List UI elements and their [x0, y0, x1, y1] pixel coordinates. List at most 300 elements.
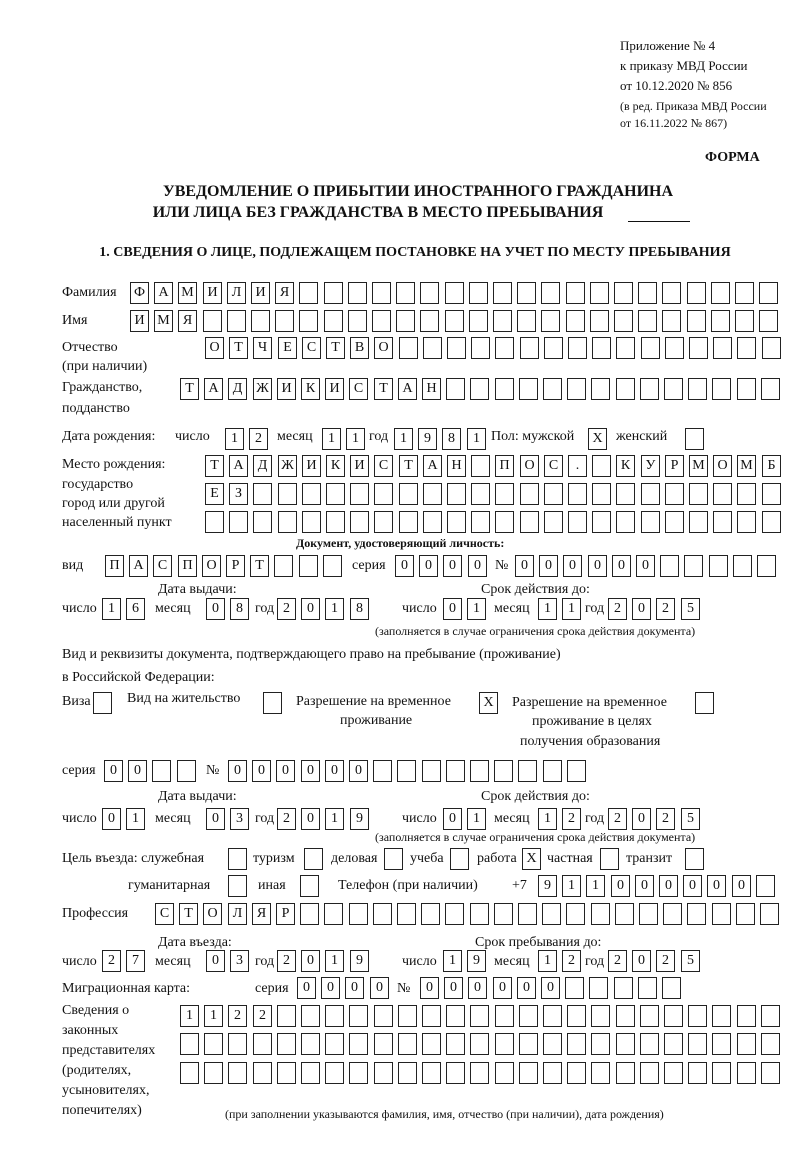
- reps-field-cell[interactable]: [277, 1005, 296, 1027]
- patronymic-field-cell[interactable]: [568, 337, 587, 359]
- profession-field-cell[interactable]: [687, 903, 706, 925]
- purpose-humanitarian-checkbox-cell[interactable]: [228, 875, 247, 897]
- reps-field-cell[interactable]: [398, 1005, 417, 1027]
- birthplace-field-cell[interactable]: [689, 483, 708, 505]
- birthplace-field-cell[interactable]: [374, 511, 393, 533]
- migration-number-field-cell[interactable]: [662, 977, 681, 999]
- reps-field-cell[interactable]: [640, 1062, 659, 1084]
- name-field-cell[interactable]: [372, 310, 391, 332]
- surname-field-cell[interactable]: А: [154, 282, 173, 304]
- surname-field-cell[interactable]: [541, 282, 560, 304]
- purpose-study-checkbox-cell[interactable]: [450, 848, 469, 870]
- purpose-other-checkbox-cell[interactable]: [300, 875, 319, 897]
- patronymic-field-cell[interactable]: [447, 337, 466, 359]
- doc-valid-day-field-cell[interactable]: 1: [467, 598, 486, 620]
- migration-number-field-cell[interactable]: [589, 977, 608, 999]
- reps-field-cell[interactable]: [301, 1033, 320, 1055]
- reps-field-cell[interactable]: [616, 1033, 635, 1055]
- citizenship-field-cell[interactable]: [470, 378, 489, 400]
- sex-female-checkbox-cell[interactable]: [685, 428, 704, 450]
- birthplace-field-cell[interactable]: [447, 511, 466, 533]
- stay-day-field-cell[interactable]: 1: [443, 950, 462, 972]
- profession-field-cell[interactable]: [615, 903, 634, 925]
- profession-field-cell[interactable]: [494, 903, 513, 925]
- reps-field-cell[interactable]: [446, 1062, 465, 1084]
- migration-number-field-cell[interactable]: 0: [541, 977, 560, 999]
- permit-number-field-cell[interactable]: [470, 760, 489, 782]
- reps-field-cell[interactable]: [688, 1033, 707, 1055]
- reps-field-cell[interactable]: [519, 1062, 538, 1084]
- reps-field-cell[interactable]: [470, 1033, 489, 1055]
- phone-field-cell[interactable]: [756, 875, 775, 897]
- reps-field-cell[interactable]: [664, 1062, 683, 1084]
- profession-field-cell[interactable]: [445, 903, 464, 925]
- profession-field-cell[interactable]: Я: [252, 903, 271, 925]
- migration-series-field-cell[interactable]: 0: [321, 977, 340, 999]
- birthplace-field-cell[interactable]: [423, 511, 442, 533]
- migration-number-field-cell[interactable]: [614, 977, 633, 999]
- reps-field-cell[interactable]: [761, 1005, 780, 1027]
- phone-field-cell[interactable]: 1: [586, 875, 605, 897]
- entry-year-field-cell[interactable]: 2: [277, 950, 296, 972]
- surname-field-cell[interactable]: [590, 282, 609, 304]
- doc-number-field-cell[interactable]: 0: [515, 555, 534, 577]
- birthplace-field-cell[interactable]: [544, 483, 563, 505]
- reps-field-cell[interactable]: [567, 1005, 586, 1027]
- permit-issue-day-field-cell[interactable]: 0: [102, 808, 121, 830]
- birthplace-field-cell[interactable]: [471, 511, 490, 533]
- reps-field-cell[interactable]: [398, 1062, 417, 1084]
- birthplace-field-cell[interactable]: [641, 483, 660, 505]
- citizenship-field-cell[interactable]: И: [277, 378, 296, 400]
- doc-issue-day-field-cell[interactable]: 6: [126, 598, 145, 620]
- doc-valid-year-field-cell[interactable]: 2: [656, 598, 675, 620]
- birthplace-field-cell[interactable]: Б: [762, 455, 781, 477]
- profession-field-cell[interactable]: [663, 903, 682, 925]
- surname-field-cell[interactable]: [299, 282, 318, 304]
- doc-type-field-cell[interactable]: А: [129, 555, 148, 577]
- birthplace-field-cell[interactable]: [326, 483, 345, 505]
- reps-field-cell[interactable]: [325, 1005, 344, 1027]
- migration-number-field-cell[interactable]: 0: [420, 977, 439, 999]
- trp-checkbox-cell[interactable]: X: [479, 692, 498, 714]
- birthplace-field-cell[interactable]: [350, 511, 369, 533]
- stay-year-field-cell[interactable]: 0: [632, 950, 651, 972]
- doc-valid-year-field-cell[interactable]: 2: [608, 598, 627, 620]
- permit-issue-day-field-cell[interactable]: 1: [126, 808, 145, 830]
- citizenship-field-cell[interactable]: Т: [180, 378, 199, 400]
- name-field-cell[interactable]: [711, 310, 730, 332]
- migration-number-field-cell[interactable]: 0: [493, 977, 512, 999]
- doc-issue-month-field-cell[interactable]: 0: [206, 598, 225, 620]
- patronymic-field-cell[interactable]: [737, 337, 756, 359]
- surname-field-cell[interactable]: [493, 282, 512, 304]
- birthplace-field-cell[interactable]: [737, 483, 756, 505]
- citizenship-field-cell[interactable]: Т: [374, 378, 393, 400]
- birthplace-field-cell[interactable]: [665, 483, 684, 505]
- residence-checkbox-cell[interactable]: [263, 692, 282, 714]
- name-field-cell[interactable]: [469, 310, 488, 332]
- reps-field-cell[interactable]: [567, 1062, 586, 1084]
- permit-number-field-cell[interactable]: [446, 760, 465, 782]
- reps-field-cell[interactable]: 1: [180, 1005, 199, 1027]
- birthplace-field-cell[interactable]: [568, 483, 587, 505]
- reps-field-cell[interactable]: [422, 1005, 441, 1027]
- birthplace-field-cell[interactable]: Р: [665, 455, 684, 477]
- doc-type-field-cell[interactable]: Т: [250, 555, 269, 577]
- surname-field-cell[interactable]: [517, 282, 536, 304]
- reps-field-cell[interactable]: [519, 1033, 538, 1055]
- permit-valid-year-field-cell[interactable]: 0: [632, 808, 651, 830]
- purpose-business-checkbox-cell[interactable]: [384, 848, 403, 870]
- birthplace-field-cell[interactable]: [520, 483, 539, 505]
- phone-field-cell[interactable]: 1: [562, 875, 581, 897]
- birthplace-field-cell[interactable]: [713, 511, 732, 533]
- permit-number-field-cell[interactable]: 0: [301, 760, 320, 782]
- profession-field-cell[interactable]: [324, 903, 343, 925]
- birthplace-field-cell[interactable]: [229, 511, 248, 533]
- birthplace-field-cell[interactable]: З: [229, 483, 248, 505]
- reps-field-cell[interactable]: [349, 1062, 368, 1084]
- reps-field-cell[interactable]: [470, 1005, 489, 1027]
- entry-year-field-cell[interactable]: 0: [301, 950, 320, 972]
- surname-field-cell[interactable]: [711, 282, 730, 304]
- name-field-cell[interactable]: [396, 310, 415, 332]
- permit-valid-day-field-cell[interactable]: 0: [443, 808, 462, 830]
- name-field-cell[interactable]: [227, 310, 246, 332]
- name-field-cell[interactable]: [324, 310, 343, 332]
- doc-number-field-cell[interactable]: 0: [612, 555, 631, 577]
- migration-number-field-cell[interactable]: 0: [468, 977, 487, 999]
- reps-field-cell[interactable]: [277, 1033, 296, 1055]
- doc-number-field-cell[interactable]: [757, 555, 776, 577]
- reps-field-cell[interactable]: [301, 1062, 320, 1084]
- surname-field-cell[interactable]: [396, 282, 415, 304]
- reps-field-cell[interactable]: [543, 1062, 562, 1084]
- surname-field-cell[interactable]: [445, 282, 464, 304]
- reps-field-cell[interactable]: [495, 1062, 514, 1084]
- doc-issue-year-field-cell[interactable]: 1: [325, 598, 344, 620]
- citizenship-field-cell[interactable]: [761, 378, 780, 400]
- doc-number-field-cell[interactable]: 0: [539, 555, 558, 577]
- phone-field-cell[interactable]: 0: [683, 875, 702, 897]
- birth-year-field-cell[interactable]: 9: [418, 428, 437, 450]
- surname-field-cell[interactable]: [420, 282, 439, 304]
- birthplace-field-cell[interactable]: П: [495, 455, 514, 477]
- patronymic-field-cell[interactable]: [423, 337, 442, 359]
- patronymic-field-cell[interactable]: [665, 337, 684, 359]
- reps-field-cell[interactable]: [349, 1033, 368, 1055]
- name-field-cell[interactable]: [348, 310, 367, 332]
- profession-field-cell[interactable]: [349, 903, 368, 925]
- entry-month-field-cell[interactable]: 0: [206, 950, 225, 972]
- migration-series-field-cell[interactable]: 0: [345, 977, 364, 999]
- birth-year-field-cell[interactable]: 1: [467, 428, 486, 450]
- doc-valid-day-field-cell[interactable]: 0: [443, 598, 462, 620]
- reps-field-cell[interactable]: [446, 1033, 465, 1055]
- surname-field-cell[interactable]: Я: [275, 282, 294, 304]
- reps-field-cell[interactable]: [495, 1033, 514, 1055]
- birthplace-field-cell[interactable]: [641, 511, 660, 533]
- reps-field-cell[interactable]: [737, 1005, 756, 1027]
- reps-field-cell[interactable]: [180, 1062, 199, 1084]
- surname-field-cell[interactable]: И: [203, 282, 222, 304]
- birthplace-field-cell[interactable]: М: [737, 455, 756, 477]
- profession-field-cell[interactable]: [736, 903, 755, 925]
- citizenship-field-cell[interactable]: [591, 378, 610, 400]
- reps-field-cell[interactable]: [470, 1062, 489, 1084]
- name-field-cell[interactable]: [493, 310, 512, 332]
- patronymic-field-cell[interactable]: [399, 337, 418, 359]
- patronymic-field-cell[interactable]: [641, 337, 660, 359]
- reps-field-cell[interactable]: [253, 1033, 272, 1055]
- profession-field-cell[interactable]: [712, 903, 731, 925]
- reps-field-cell[interactable]: [616, 1005, 635, 1027]
- patronymic-field-cell[interactable]: О: [205, 337, 224, 359]
- reps-field-cell[interactable]: [591, 1005, 610, 1027]
- migration-number-field-cell[interactable]: 0: [444, 977, 463, 999]
- name-field-cell[interactable]: [517, 310, 536, 332]
- birthplace-field-cell[interactable]: А: [229, 455, 248, 477]
- citizenship-field-cell[interactable]: [640, 378, 659, 400]
- name-field-cell[interactable]: [759, 310, 778, 332]
- patronymic-field-cell[interactable]: Ч: [253, 337, 272, 359]
- birthplace-field-cell[interactable]: .: [568, 455, 587, 477]
- reps-field-cell[interactable]: [422, 1062, 441, 1084]
- citizenship-field-cell[interactable]: [495, 378, 514, 400]
- profession-field-cell[interactable]: С: [155, 903, 174, 925]
- reps-field-cell[interactable]: [712, 1005, 731, 1027]
- reps-field-cell[interactable]: [398, 1033, 417, 1055]
- birthplace-field-cell[interactable]: [665, 511, 684, 533]
- reps-field-cell[interactable]: [422, 1033, 441, 1055]
- birthplace-field-cell[interactable]: И: [302, 455, 321, 477]
- reps-field-cell[interactable]: [277, 1062, 296, 1084]
- permit-number-field-cell[interactable]: 0: [276, 760, 295, 782]
- reps-field-cell[interactable]: [374, 1062, 393, 1084]
- entry-day-field-cell[interactable]: 7: [126, 950, 145, 972]
- name-field-cell[interactable]: М: [154, 310, 173, 332]
- reps-field-cell[interactable]: [204, 1062, 223, 1084]
- reps-field-cell[interactable]: [591, 1033, 610, 1055]
- birthplace-field-cell[interactable]: [278, 511, 297, 533]
- birthplace-field-cell[interactable]: [278, 483, 297, 505]
- profession-field-cell[interactable]: [760, 903, 779, 925]
- birthplace-field-cell[interactable]: М: [689, 455, 708, 477]
- reps-field-cell[interactable]: [325, 1062, 344, 1084]
- reps-field-cell[interactable]: [761, 1062, 780, 1084]
- permit-valid-year-field-cell[interactable]: 2: [656, 808, 675, 830]
- doc-issue-year-field-cell[interactable]: 8: [350, 598, 369, 620]
- patronymic-field-cell[interactable]: [713, 337, 732, 359]
- reps-field-cell[interactable]: [737, 1033, 756, 1055]
- birthplace-field-cell[interactable]: [447, 483, 466, 505]
- patronymic-field-cell[interactable]: Т: [229, 337, 248, 359]
- surname-field-cell[interactable]: Л: [227, 282, 246, 304]
- doc-type-field-cell[interactable]: П: [105, 555, 124, 577]
- reps-field-cell[interactable]: [519, 1005, 538, 1027]
- trp-edu-checkbox-cell[interactable]: [695, 692, 714, 714]
- surname-field-cell[interactable]: [348, 282, 367, 304]
- permit-number-field-cell[interactable]: [422, 760, 441, 782]
- doc-number-field-cell[interactable]: [709, 555, 728, 577]
- reps-field-cell[interactable]: [640, 1033, 659, 1055]
- birthplace-field-cell[interactable]: С: [544, 455, 563, 477]
- birthplace-field-cell[interactable]: [520, 511, 539, 533]
- citizenship-field-cell[interactable]: [543, 378, 562, 400]
- patronymic-field-cell[interactable]: [495, 337, 514, 359]
- birthplace-field-cell[interactable]: [350, 483, 369, 505]
- migration-series-field-cell[interactable]: 0: [297, 977, 316, 999]
- permit-number-field-cell[interactable]: [518, 760, 537, 782]
- profession-field-cell[interactable]: [470, 903, 489, 925]
- entry-month-field-cell[interactable]: 3: [230, 950, 249, 972]
- reps-field-cell[interactable]: [374, 1005, 393, 1027]
- name-field-cell[interactable]: [251, 310, 270, 332]
- birthplace-field-cell[interactable]: [205, 511, 224, 533]
- entry-year-field-cell[interactable]: 9: [350, 950, 369, 972]
- stay-day-field-cell[interactable]: 9: [467, 950, 486, 972]
- name-field-cell[interactable]: [590, 310, 609, 332]
- permit-series-field-cell[interactable]: [177, 760, 196, 782]
- name-field-cell[interactable]: [203, 310, 222, 332]
- reps-field-cell[interactable]: [325, 1033, 344, 1055]
- birthplace-field-cell[interactable]: [762, 483, 781, 505]
- doc-issue-day-field-cell[interactable]: 1: [102, 598, 121, 620]
- migration-number-field-cell[interactable]: 0: [517, 977, 536, 999]
- stay-year-field-cell[interactable]: 2: [608, 950, 627, 972]
- profession-field-cell[interactable]: [639, 903, 658, 925]
- reps-field-cell[interactable]: [664, 1033, 683, 1055]
- surname-field-cell[interactable]: Ф: [130, 282, 149, 304]
- birthplace-field-cell[interactable]: И: [350, 455, 369, 477]
- migration-series-field-cell[interactable]: 0: [370, 977, 389, 999]
- profession-field-cell[interactable]: Р: [276, 903, 295, 925]
- citizenship-field-cell[interactable]: Н: [422, 378, 441, 400]
- profession-field-cell[interactable]: [421, 903, 440, 925]
- visa-checkbox-cell[interactable]: [93, 692, 112, 714]
- birthplace-field-cell[interactable]: Т: [205, 455, 224, 477]
- surname-field-cell[interactable]: [638, 282, 657, 304]
- birthplace-field-cell[interactable]: [471, 483, 490, 505]
- name-field-cell[interactable]: [566, 310, 585, 332]
- purpose-work-checkbox-cell[interactable]: X: [522, 848, 541, 870]
- birthplace-field-cell[interactable]: [253, 511, 272, 533]
- reps-field-cell[interactable]: [495, 1005, 514, 1027]
- profession-field-cell[interactable]: Л: [228, 903, 247, 925]
- birth-day-field-cell[interactable]: 1: [225, 428, 244, 450]
- doc-number-field-cell[interactable]: 0: [636, 555, 655, 577]
- profession-field-cell[interactable]: [542, 903, 561, 925]
- birthplace-field-cell[interactable]: [616, 483, 635, 505]
- surname-field-cell[interactable]: [469, 282, 488, 304]
- name-field-cell[interactable]: [445, 310, 464, 332]
- phone-field-cell[interactable]: 0: [732, 875, 751, 897]
- permit-issue-month-field-cell[interactable]: 0: [206, 808, 225, 830]
- permit-number-field-cell[interactable]: 0: [349, 760, 368, 782]
- permit-valid-day-field-cell[interactable]: 1: [467, 808, 486, 830]
- surname-field-cell[interactable]: [614, 282, 633, 304]
- doc-valid-month-field-cell[interactable]: 1: [538, 598, 557, 620]
- birthplace-field-cell[interactable]: С: [374, 455, 393, 477]
- citizenship-field-cell[interactable]: А: [398, 378, 417, 400]
- permit-valid-year-field-cell[interactable]: 2: [608, 808, 627, 830]
- reps-field-cell[interactable]: [712, 1033, 731, 1055]
- doc-type-field-cell[interactable]: С: [153, 555, 172, 577]
- citizenship-field-cell[interactable]: С: [349, 378, 368, 400]
- doc-type-field-cell[interactable]: [299, 555, 318, 577]
- migration-number-field-cell[interactable]: [565, 977, 584, 999]
- birth-month-field-cell[interactable]: 1: [346, 428, 365, 450]
- citizenship-field-cell[interactable]: А: [204, 378, 223, 400]
- permit-issue-year-field-cell[interactable]: 2: [277, 808, 296, 830]
- birthplace-field-cell[interactable]: [689, 511, 708, 533]
- citizenship-field-cell[interactable]: К: [301, 378, 320, 400]
- birth-month-field-cell[interactable]: 1: [322, 428, 341, 450]
- birthplace-field-cell[interactable]: [253, 483, 272, 505]
- reps-field-cell[interactable]: [446, 1005, 465, 1027]
- surname-field-cell[interactable]: [566, 282, 585, 304]
- birthplace-field-cell[interactable]: К: [326, 455, 345, 477]
- reps-field-cell[interactable]: 2: [228, 1005, 247, 1027]
- doc-issue-year-field-cell[interactable]: 2: [277, 598, 296, 620]
- phone-field-cell[interactable]: 9: [538, 875, 557, 897]
- reps-field-cell[interactable]: [228, 1033, 247, 1055]
- doc-type-field-cell[interactable]: О: [202, 555, 221, 577]
- reps-field-cell[interactable]: [228, 1062, 247, 1084]
- entry-day-field-cell[interactable]: 2: [102, 950, 121, 972]
- birthplace-field-cell[interactable]: [495, 511, 514, 533]
- permit-number-field-cell[interactable]: [494, 760, 513, 782]
- permit-issue-month-field-cell[interactable]: 3: [230, 808, 249, 830]
- reps-field-cell[interactable]: [204, 1033, 223, 1055]
- profession-field-cell[interactable]: [518, 903, 537, 925]
- stay-year-field-cell[interactable]: 5: [681, 950, 700, 972]
- permit-number-field-cell[interactable]: 0: [325, 760, 344, 782]
- permit-valid-month-field-cell[interactable]: 1: [538, 808, 557, 830]
- birthplace-field-cell[interactable]: [399, 483, 418, 505]
- reps-field-cell[interactable]: [349, 1005, 368, 1027]
- name-field-cell[interactable]: И: [130, 310, 149, 332]
- reps-field-cell[interactable]: [737, 1062, 756, 1084]
- migration-number-field-cell[interactable]: [638, 977, 657, 999]
- name-field-cell[interactable]: [662, 310, 681, 332]
- purpose-service-checkbox-cell[interactable]: [228, 848, 247, 870]
- surname-field-cell[interactable]: [324, 282, 343, 304]
- citizenship-field-cell[interactable]: Д: [228, 378, 247, 400]
- reps-field-cell[interactable]: [712, 1062, 731, 1084]
- citizenship-field-cell[interactable]: [616, 378, 635, 400]
- phone-field-cell[interactable]: 0: [659, 875, 678, 897]
- citizenship-field-cell[interactable]: [446, 378, 465, 400]
- reps-field-cell[interactable]: [374, 1033, 393, 1055]
- reps-field-cell[interactable]: [664, 1005, 683, 1027]
- birthplace-field-cell[interactable]: У: [641, 455, 660, 477]
- doc-series-field-cell[interactable]: 0: [419, 555, 438, 577]
- birthplace-field-cell[interactable]: [737, 511, 756, 533]
- permit-series-field-cell[interactable]: 0: [104, 760, 123, 782]
- surname-field-cell[interactable]: [662, 282, 681, 304]
- patronymic-field-cell[interactable]: [544, 337, 563, 359]
- birthplace-field-cell[interactable]: [302, 511, 321, 533]
- sex-male-checkbox-cell[interactable]: X: [588, 428, 607, 450]
- birthplace-field-cell[interactable]: [302, 483, 321, 505]
- doc-issue-month-field-cell[interactable]: 8: [230, 598, 249, 620]
- doc-type-field-cell[interactable]: П: [178, 555, 197, 577]
- reps-field-cell[interactable]: [180, 1033, 199, 1055]
- profession-field-cell[interactable]: [373, 903, 392, 925]
- name-field-cell[interactable]: [541, 310, 560, 332]
